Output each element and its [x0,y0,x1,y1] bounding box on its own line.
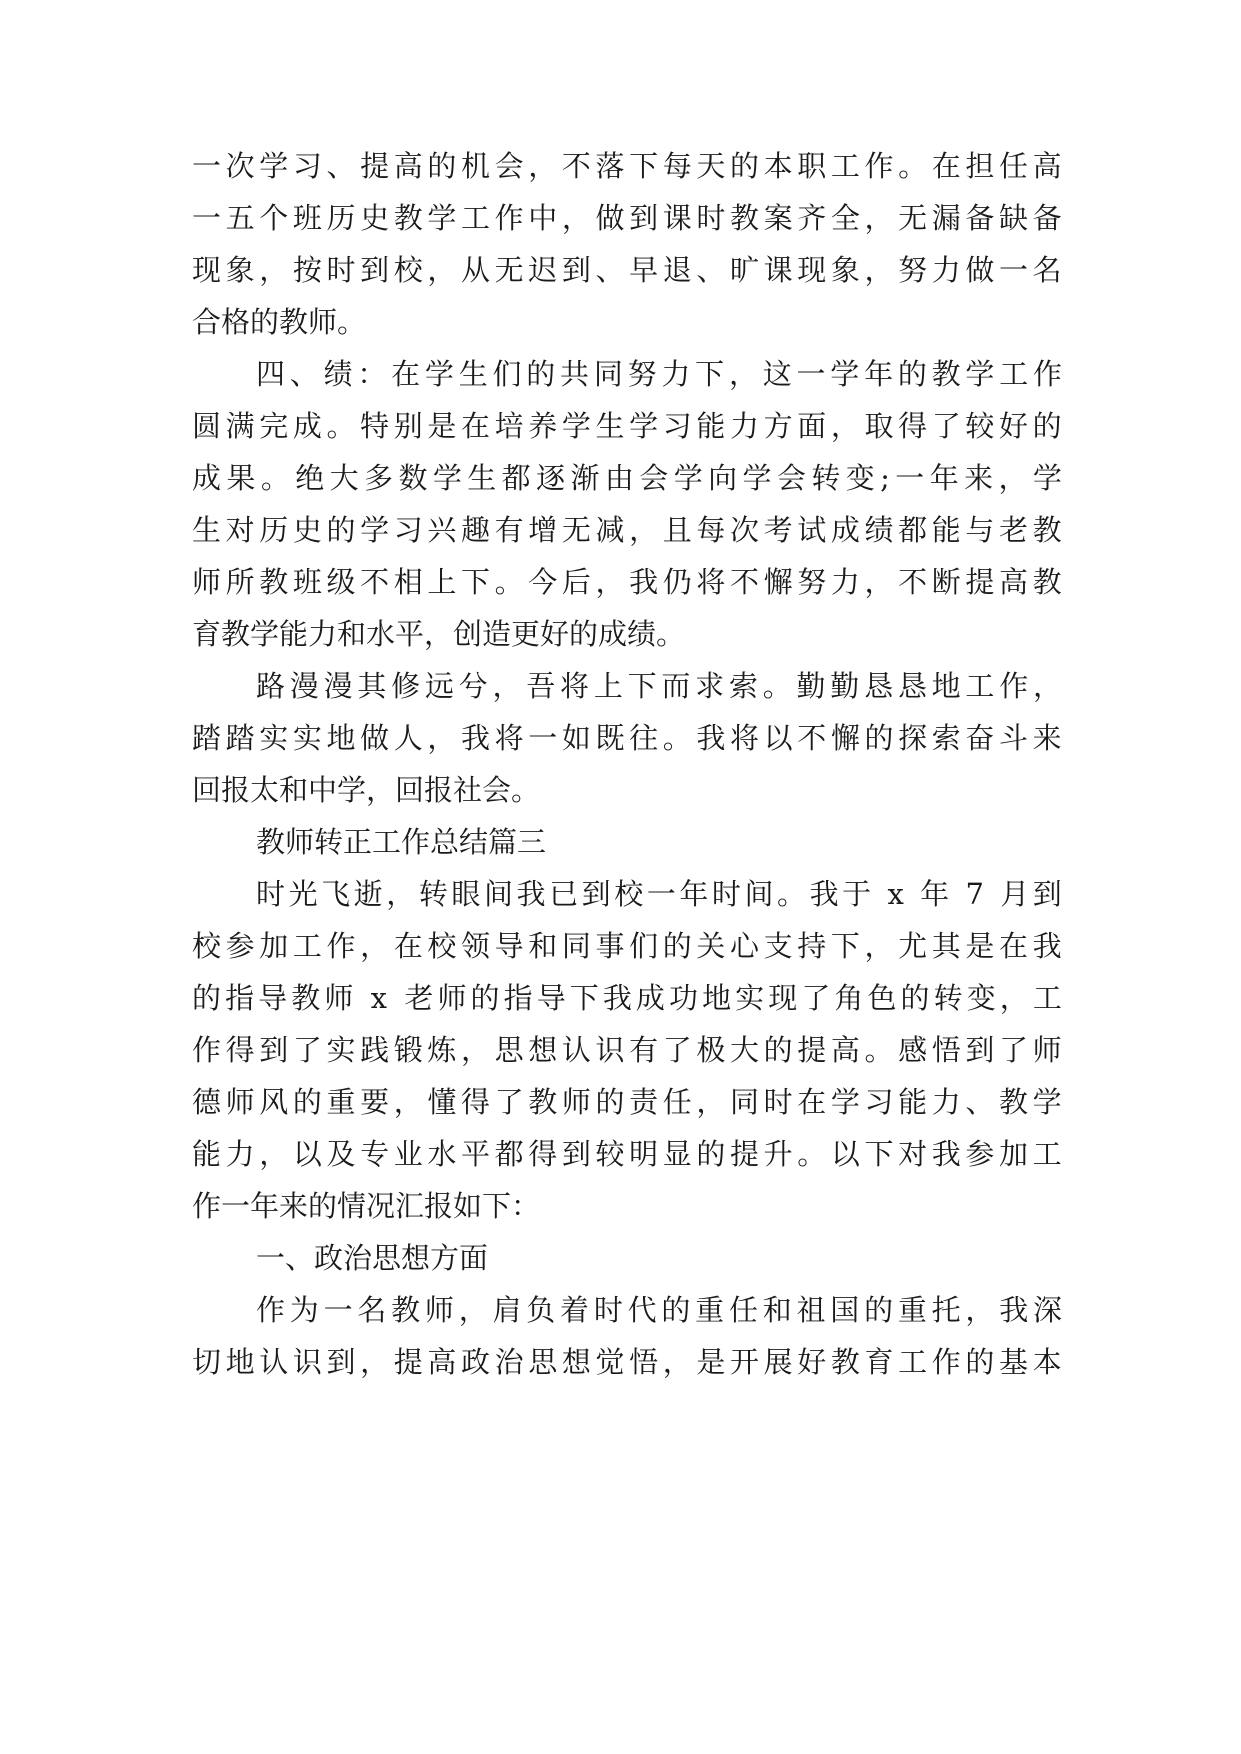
paragraph-line: 路 漫 漫 其 修 远 兮 ， 吾 将 上 下 而 求 索 。 勤 勤 恳 恳 地 工 作 ， [256,669,1062,703]
text-line: 合格的教师。 [192,305,367,339]
text-line: 回报太和中学，回报社会。 [192,773,541,807]
paragraph-line: 作 为 一 名 教 师 ， 肩 负 着 时 代 的 重 任 和 祖 国 的 重 托 ， 我 深 [256,1293,1062,1327]
text-line: 作 得 到 了 实 践 锻 炼 ， 思 想 认 识 有 了 极 大 的 提 高 。 感 悟 到 了 师 [192,1033,1062,1067]
text-line: 圆 满 完 成 。 特 别 是 在 培 养 学 生 学 习 能 力 方 面 ， 取 得 了 较 好 的 [192,409,1062,443]
text-line: 成 果 。 绝 大 多 数 学 生 都 逐 渐 由 会 学 向 学 会 转 变 ; 一 年 来 ， 学 [192,461,1062,495]
section-heading: 一、政治思想方面 [256,1241,489,1275]
text-line: 一 五 个 班 历 史 教 学 工 作 中 ， 做 到 课 时 教 案 齐 全 ， 无 漏 备 缺 备 [192,201,1062,235]
section-heading: 教师转正工作总结篇三 [256,825,547,859]
text-line: 一 次 学 习 、 提 高 的 机 会 ， 不 落 下 每 天 的 本 职 工 作 。 在 担 任 高 [192,149,1062,183]
paragraph-line: 时 光 飞 逝 ， 转 眼 间 我 已 到 校 一 年 时 间 。 我 于 x 年 7 月 到 [256,877,1062,911]
text-line: 校 参 加 工 作 ， 在 校 领 导 和 同 事 们 的 关 心 支 持 下 ， 尤 其 是 在 我 [192,929,1062,963]
text-line: 师 所 教 班 级 不 相 上 下 。 今 后 ， 我 仍 将 不 懈 努 力 ， 不 断 提 高 教 [192,565,1062,599]
text-line: 德 师 风 的 重 要 ， 懂 得 了 教 师 的 责 任 ， 同 时 在 学 习 能 力 、 教 学 [192,1085,1062,1119]
text-line: 现 象 ， 按 时 到 校 ， 从 无 迟 到 、 早 退 、 旷 课 现 象 ， 努 力 做 一 名 [192,253,1062,287]
text-line: 生 对 历 史 的 学 习 兴 趣 有 增 无 减 ， 且 每 次 考 试 成 绩 都 能 与 老 教 [192,513,1062,547]
paragraph-line: 四 、 绩 ： 在 学 生 们 的 共 同 努 力 下 ， 这 一 学 年 的 教 学 工 作 [256,357,1062,391]
text-line: 踏 踏 实 实 地 做 人 ， 我 将 一 如 既 往 。 我 将 以 不 懈 的 探 索 奋 斗 来 [192,721,1062,755]
text-line: 能 力 ， 以 及 专 业 水 平 都 得 到 较 明 显 的 提 升 。 以 下 对 我 参 加 工 [192,1137,1062,1171]
text-line: 育教学能力和水平，创造更好的成绩。 [192,617,686,651]
text-line: 作一年来的情况汇报如下： [192,1189,541,1223]
text-line: 切 地 认 识 到 ， 提 高 政 治 思 想 觉 悟 ， 是 开 展 好 教 育 工 作 的 基 本 [192,1345,1062,1379]
text-line: 的 指 导 教 师 x 老 师 的 指 导 下 我 成 功 地 实 现 了 角 色 的 转 变 ， 工 [192,981,1062,1015]
